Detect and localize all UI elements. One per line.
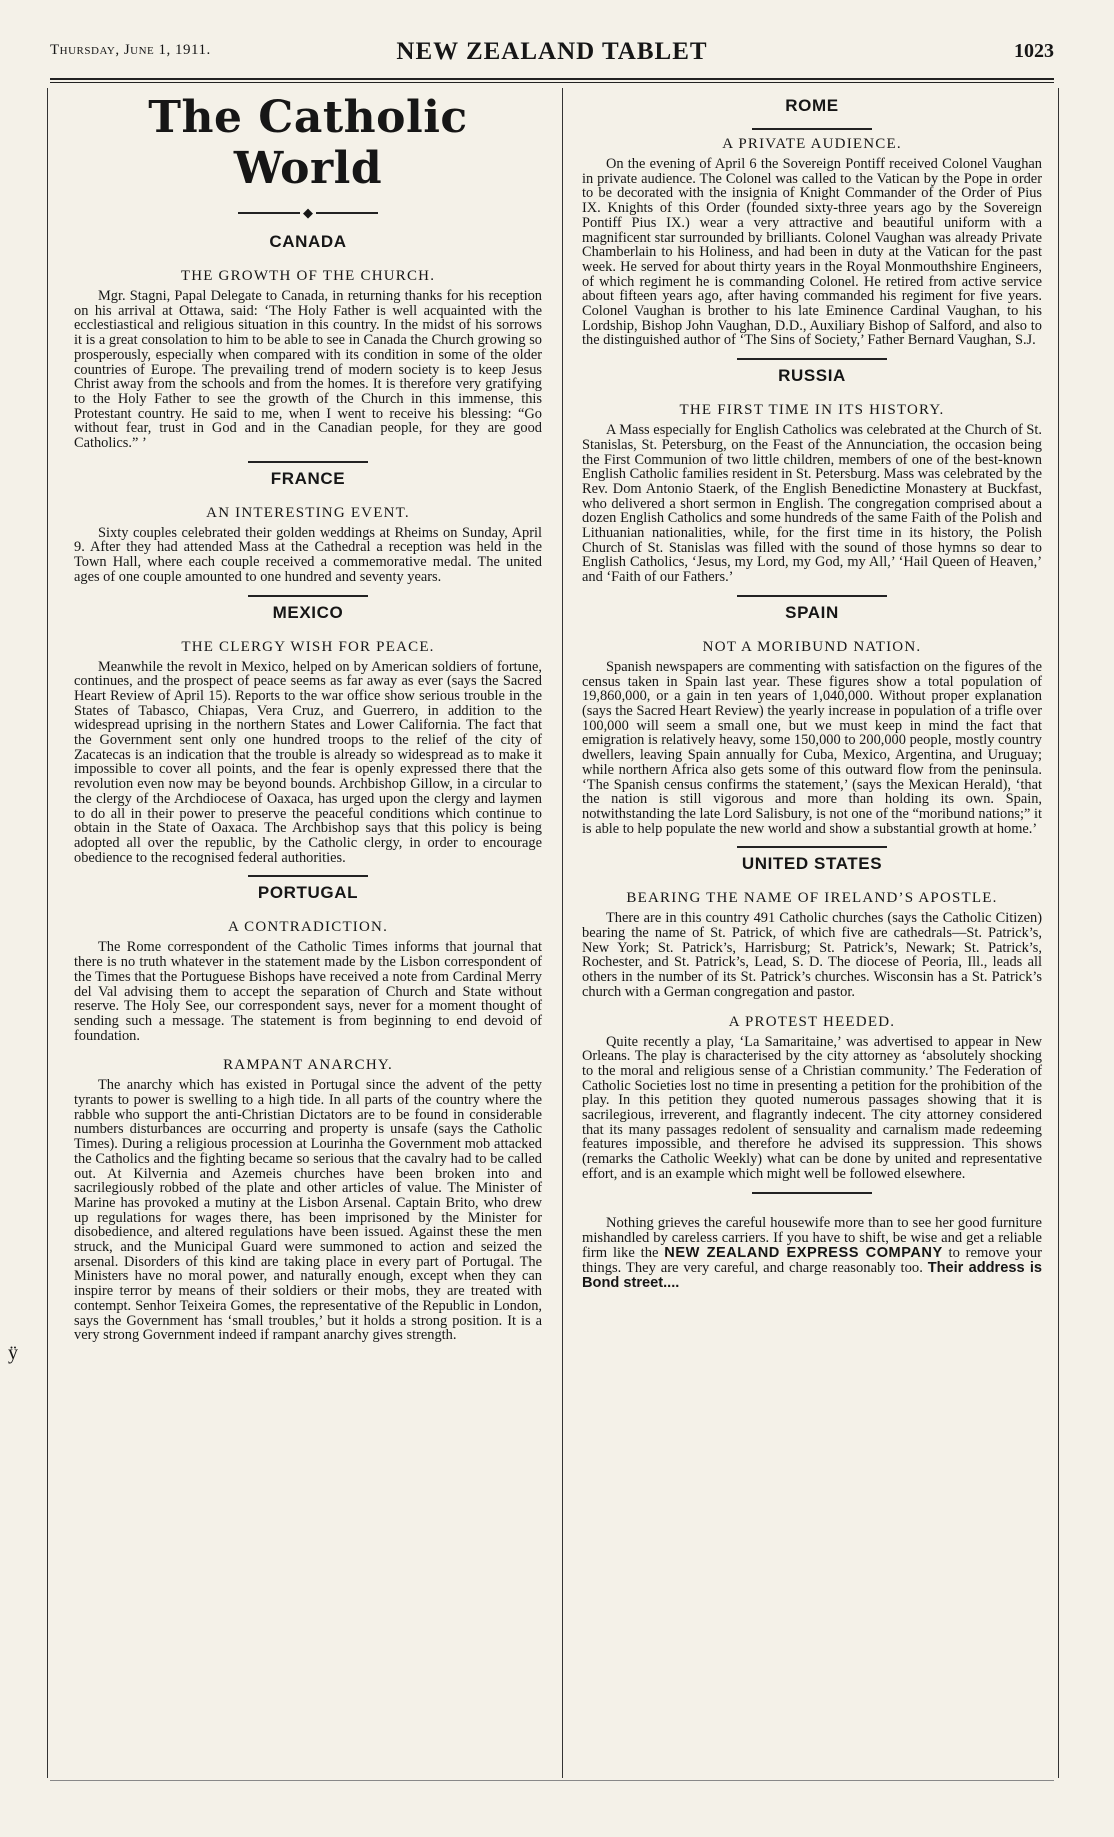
- heading-united-states: UNITED STATES: [741, 854, 883, 874]
- divider-rule: [737, 358, 887, 360]
- heading-canada: CANADA: [269, 232, 347, 251]
- article-rome: On the evening of April 6 the Sovereign Pontiff received Colonel Vaughan in private audience. The Colonel was called to the Vatican by the Pope in order to be decorated with the insignia of Knight Commander of the Order of Pius IX. Knights of this Order (founded sixty-three years ago by the Sovereign Pontiff Pius IX.) wear a very attractive and beautiful uniform with a magnificent star surrounded by brilliants. Colonel Vaughan was already Private Chamberlain to his Holiness, and had been in duty at the Vatican for the past week. He served for about thirty years in the Royal Monmouthshire Engineers, of which regiment he is commanding Colonel. He retired from active service about fifteen years ago, after having commanded his regiment for five years. Colonel Vaughan is brother to his late Eminence Cardinal Vaughan, to his Lordship, Bishop John Vaughan, D.D., Auxiliary Bishop of Salford, and also to the distinguished author of ‘The Sins of Society,’ Father Bernard Vaughan, S.J.: [582, 156, 1042, 349]
- divider-rule: [737, 846, 887, 848]
- advert-firm-name: NEW ZEALAND EXPRESS COMPANY: [664, 1244, 943, 1261]
- advert-text-before: Nothing grieves the careful housewife more than to see her good furniture mishandled by careless carriers. If you have to shift, be wise and get a reliable firm like the: [582, 1214, 1042, 1261]
- section-title: The Catholic World: [148, 92, 468, 194]
- ornament-rule: [238, 204, 378, 222]
- article-russia: A Mass especially for English Catholics was celebrated at the Church of St. Stanislas, St. Petersburg, on the Feast of the Annunciation, the occasion being the First Communion of two little children, members of one of the best-known English Catholic families resident in St. Petersburg. Mass was celebrated by the Rev. Dom Antonio Staerk, of the English Benedictine Monastery at Buckfast, who delivered a short sermon in English. The congregation comprised about a dozen English Catholics and some hundreds of the same Faith of the Polish and Lithuanian nationalities, while, for the first time in its history, the Polish Church of St. Stanislas was filled with the sound of those hymns so dear to English Catholics, ‘Jesus, my Lord, my God, my All,’ ‘Hail Queen of Heaven,’ and ‘Faith of our Fathers.’: [582, 422, 1042, 586]
- divider-rule: [248, 875, 368, 877]
- divider-rule: [752, 1192, 872, 1194]
- right-column: [582, 90, 1042, 1291]
- subhead-spain: NOT A MORIBUND NATION.: [702, 638, 922, 655]
- article-portugal-contradiction: The Rome correspondent of the Catholic Times informs that journal that there is no truth whatever in the statement made by the Lisbon correspondent of the Times that the Portuguese Bishops have received a note from Cardinal Merry del Val advising them to accept the separation of Church and State without reserve. The Holy See, our correspondent says, never for a moment thought of sending such a message. The statement is from beginning to end devoid of foundation.: [74, 939, 542, 1044]
- masthead-rule-thin: [50, 82, 1054, 83]
- divider-rule: [248, 461, 368, 463]
- article-spain: Spanish newspapers are commenting with satisfaction on the figures of the census taken in Spain last year. These figures show a total population of 19,860,000, or a gain in ten years of 1,040,000. Without proper explanation (says the Sacred Heart Review) the yearly increase in population of a trifle over 100,000 will seem a small one, but we must keep in mind the fact that emigration is relatively heavy, some 150,000 to 200,000 people, mostly country dwellers, leaving Spain annually for Cuba, Mexico, Argentina, and Uruguay; while northern Africa also gets some of this outward flow from the peninsula. ‘The Spanish census confirms the statement,’ (says the Mexican Herald), ‘that the nation is still vigorous and more than holding its own. Spain, notwithstanding the late Lord Salisbury, is not one of the “moribund nations;” it is able to help populate the new world and show a substantial growth at home.’: [582, 658, 1042, 837]
- heading-spain: SPAIN: [785, 602, 839, 622]
- advert-closing: Their address is Bond street....: [582, 1259, 1042, 1291]
- subhead-canada: THE GROWTH OF THE CHURCH.: [180, 268, 436, 284]
- article-portugal-anarchy: The anarchy which has existed in Portugal since the advent of the petty tyrants to power is swelling to a high tide. In all parts of the country where the rabble who support the anti-Christian Dictators are to be found in considerable numbers disturbances are occurring and property is unsafe (says the Catholic Times). During a religious procession at Lourinha the Government mob attacked the Catholics and the fighting became so serious that the cavalry had to be called out. At Kilvernia and Azemeis churches have been broken into and sacrilegiously robbed of the plate and other articles of value. The Minister of Marine has provoked a mutiny at the Lisbon Arsenal. Captain Brito, who drew up regulations for wages there, has been imprisoned by the Minister for disobedience, and altered regulations have been issued. Against these the men struck, and the Municipal Guard were summoned to action and seized the arsenal. Disorders of this kind are taking place in every part of Portugal. The Ministers have no moral power, and naturally enough, except when they can inspire terror by means of their soldiers or their mobs, they are treated with contempt. Senhor Teixeira Gomes, the representative of the Republic in London, says the Government has ‘small troubles,’ but it holds a strong position. It is a very strong Government indeed if rampant anarchy gives strength.: [74, 1077, 542, 1344]
- margin-mark: ÿ: [8, 1342, 18, 1364]
- left-column: [74, 90, 542, 1343]
- column-divider: [562, 88, 563, 1778]
- heading-portugal: PORTUGAL: [257, 883, 359, 903]
- heading-rome: ROME: [785, 96, 839, 115]
- issue-date: Thursday, June 1, 1911.: [50, 42, 211, 58]
- heading-mexico: MEXICO: [272, 602, 344, 622]
- diamond-icon: ◆: [300, 205, 316, 221]
- subhead-us-st-patrick: BEARING THE NAME OF IRELAND’S APOSTLE.: [626, 890, 998, 907]
- left-border: [47, 88, 48, 1778]
- bottom-rule: [50, 1780, 1054, 1781]
- page-number: 1023: [1014, 40, 1054, 62]
- article-canada: Mgr. Stagni, Papal Delegate to Canada, in returning thanks for his reception on his arrival at Ottawa, said: ‘The Holy Father is well acquainted with the ecclestiastical and religious situation in this country. In the midst of his sorrows it is a great consolation to him to be able to see in Canada the Church growing so prosperously, especially when compared with its condition in some of the older countries of Europe. The prevailing trend of modern society is to keep Jesus Christ away from the schools and from the homes. It is therefore very gratifying to the Holy Father to see the growth of the Church in this immense, this Protestant country. He said to me, when I went to receive his blessing: “Go without fear, trust in God and in the Canadian people, for they are good Catholics.” ’: [74, 288, 542, 452]
- divider-rule: [737, 595, 887, 597]
- subhead-us-protest: A PROTEST HEEDED.: [728, 1013, 896, 1030]
- article-mexico: Meanwhile the revolt in Mexico, helped on by American soldiers of fortune, continues, and the prospect of peace seems as far away as ever (says the Sacred Heart Review of April 15). Reports to the war office show serious trouble in the States of Tabasco, Chiapas, Vera Cruz, and Guerrero, in addition to the widespread uprising in the northern States and Lower California. The fact that the Government sent only one hundred troops to the relief of the city of Zacatecas is an indication that the trouble is already so widespread as to make it impossible to cover all points, and the fear is openly expressed there that the revolution even now may be beyond bounds. Archbishop Gillow, in a circular to the clergy of the Archdiocese of Oaxaca, has urged upon the clergy and laymen to do all in their power to preserve the peaceful conditions which continue to obtain in the State of Oaxaca. The Archbishop says that this policy is being adopted all over the republic, by the Catholic clergy, in order to encourage obedience to the recognised federal authorities.: [74, 658, 542, 866]
- advert-text: [582, 1216, 1042, 1291]
- article-us-st-patrick: There are in this country 491 Catholic churches (says the Catholic Citizen) bearing the name of St. Patrick, of which five are cathedrals—St. Patrick’s, New York; St. Patrick’s, Harrisburg; St. Patrick’s, Newark; St. Patrick’s, Rochester, and St. Patrick’s, Lead, S. D. The diocese of Peoria, Ill., leads all others in the number of its St. Patrick’s churches. Wisconsin has a St. Patrick’s church with a German congregation and pastor.: [582, 910, 1042, 1000]
- divider-rule: [752, 128, 872, 130]
- right-border: [1058, 88, 1059, 1778]
- heading-france: FRANCE: [270, 468, 346, 488]
- divider-rule: [248, 595, 368, 597]
- advertisement: [582, 1216, 1042, 1291]
- masthead: [50, 38, 1054, 72]
- newspaper-title: NEW ZEALAND TABLET: [396, 38, 708, 65]
- article-france: Sixty couples celebrated their golden weddings at Rheims on Sunday, April 9. After they had attended Mass at the Cathedral a reception was held in the Town Hall, where each couple received a commemorative medal. The united ages of one couple amounted to one hundred and seventy years.: [74, 524, 542, 585]
- subhead-mexico: THE CLERGY WISH FOR PEACE.: [181, 638, 435, 655]
- article-us-protest: Quite recently a play, ‘La Samaritaine,’ was advertised to appear in New Orleans. The play is characterised by the city attorney as ‘absolutely shocking to the moral and religious sense of a Christian community.’ The Federation of Catholic Societies lost no time in presenting a petition for the prohibition of the play. In this petition they quoted numerous passages showing that it is sacrilegious, irreverent, and flagrantly indecent. The city attorney considered that its many passages redolent of sensuality and carnalism made redeeming features impossible, and therefore he advised its suppression. This shows (remarks the Catholic Weekly) what can be done by united and representative effort, and is an example which might well be followed elsewhere.: [582, 1033, 1042, 1182]
- subhead-rome: A PRIVATE AUDIENCE.: [722, 136, 902, 152]
- advert-text-after: to remove your things. They are very careful, and charge reasonably too.: [582, 1244, 1043, 1276]
- subhead-russia: THE FIRST TIME IN ITS HISTORY.: [679, 402, 945, 419]
- subhead-france: AN INTERESTING EVENT.: [206, 504, 410, 521]
- subhead-portugal-anarchy: RAMPANT ANARCHY.: [223, 1057, 393, 1074]
- heading-russia: RUSSIA: [778, 366, 846, 386]
- masthead-rule: [50, 78, 1054, 80]
- subhead-portugal-contradiction: A CONTRADICTION.: [227, 919, 389, 936]
